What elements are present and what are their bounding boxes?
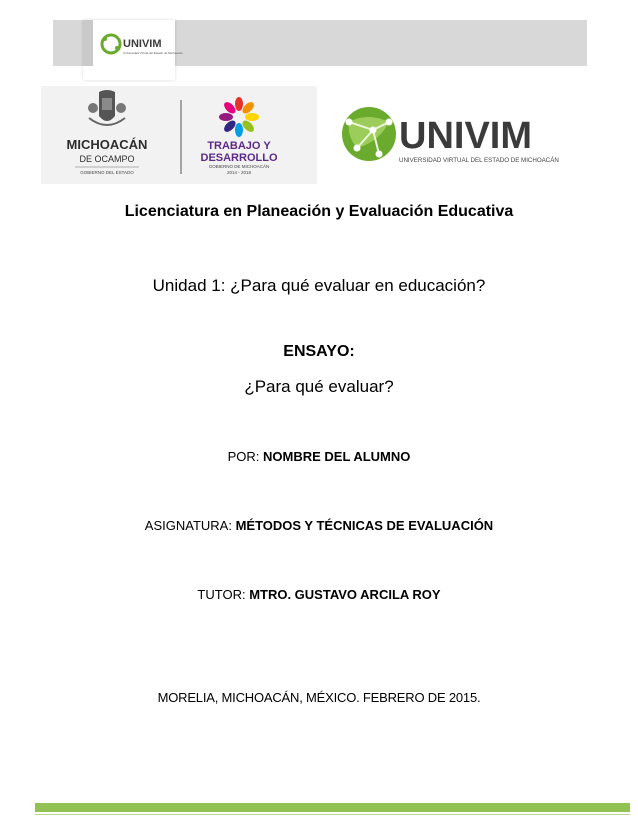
univim-logo-caption: UNIVERSIDAD VIRTUAL DEL ESTADO DE MICHOACÁN — [399, 157, 559, 164]
footer-rule — [35, 814, 630, 815]
subject-label: ASIGNATURA: — [144, 518, 236, 533]
trabajo-title-line2: DESARROLLO — [200, 152, 278, 164]
subject-line — [0, 518, 638, 533]
michoacan-caption: GOBIERNO DEL ESTADO — [80, 170, 134, 175]
unit-title: Unidad 1: ¿Para qué evaluar en educación? — [152, 276, 486, 295]
header-logo-text: UNIVIM — [123, 38, 162, 50]
michoacan-coat-of-arms-icon — [88, 90, 126, 125]
tutor-label: TUTOR: — [197, 587, 250, 602]
header-logo-box — [83, 20, 183, 80]
michoacan-title: MICHOACÁN — [66, 137, 148, 152]
author-line — [0, 449, 638, 464]
trabajo-desarrollo-flower-icon — [219, 97, 259, 137]
program-title: Licenciatura en Planeación y Evaluación Educativa — [124, 203, 514, 220]
author-value: NOMBRE DEL ALUMNO — [263, 449, 411, 464]
subject-value: MÉTODOS Y TÉCNICAS DE EVALUACIÓN — [235, 518, 494, 533]
trabajo-caption-line1: GOBIERNO DE MICHOACÁN — [208, 164, 270, 169]
tutor-value: MTRO. GUSTAVO ARCILA ROY — [249, 587, 441, 602]
univim-globe-icon — [342, 107, 396, 161]
tutor-line — [0, 587, 638, 602]
essay-label: ENSAYO: — [283, 343, 355, 360]
place-date-line: MORELIA, MICHOACÁN, MÉXICO. FEBRERO DE 2015. — [157, 690, 481, 705]
footer-green-bar — [35, 803, 630, 812]
essay-title: ¿Para qué evaluar? — [244, 377, 394, 396]
government-logos — [41, 86, 317, 184]
univim-logo-title: UNIVIM — [399, 115, 532, 157]
trabajo-caption-line2: 2014 - 2018 — [226, 170, 252, 175]
author-label: POR: — [227, 449, 264, 464]
trabajo-title-line1: TRABAJO Y — [207, 140, 271, 152]
univim-small-logo — [83, 20, 183, 80]
univim-logo — [327, 92, 558, 182]
michoacan-subtitle: DE OCAMPO — [79, 154, 135, 164]
header-logo-subtext: Universidad Virtual del Estado de Michoacán — [123, 51, 183, 55]
